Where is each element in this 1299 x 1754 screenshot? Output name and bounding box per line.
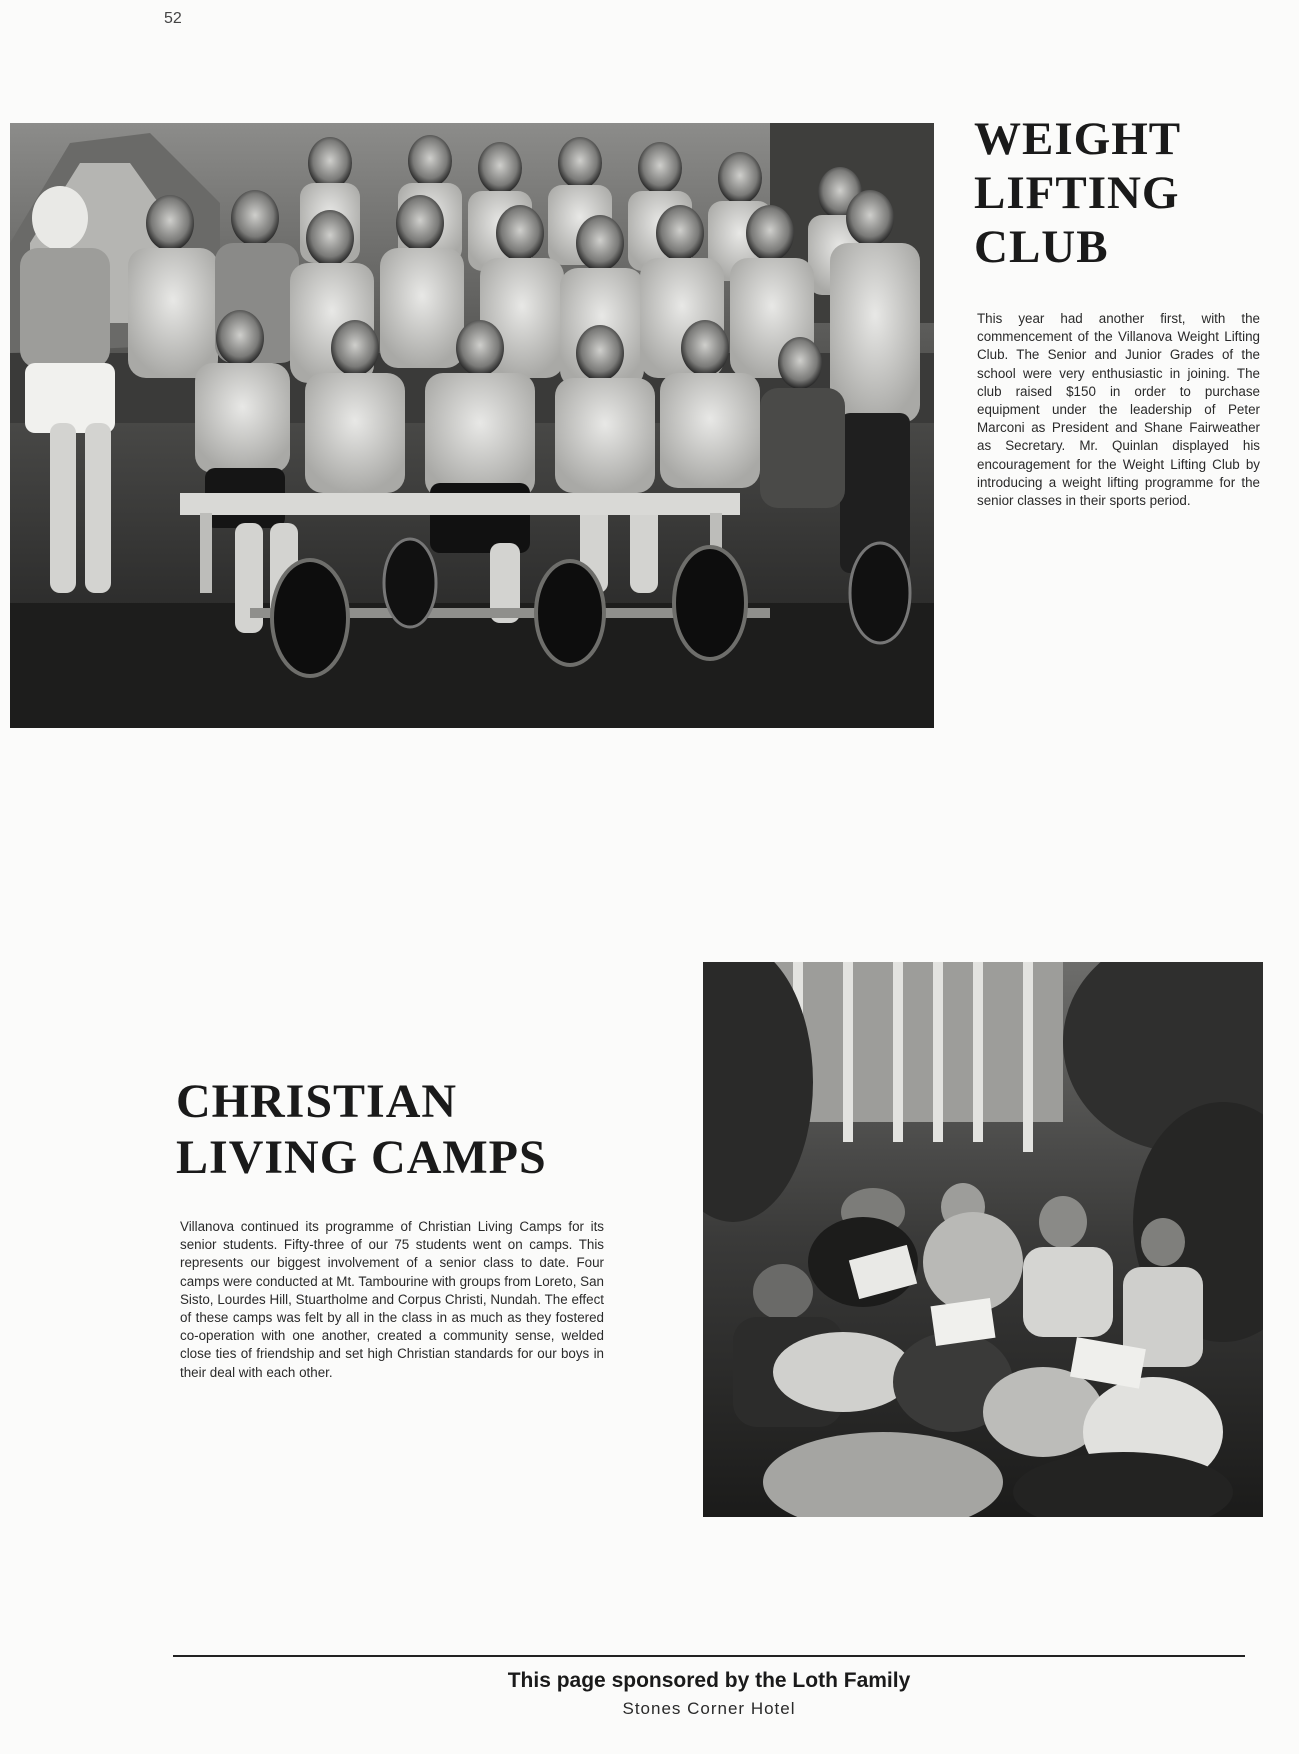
sponsor-line: This page sponsored by the Loth Family: [507, 1669, 911, 1692]
heading-line: LIFTING: [974, 167, 1180, 219]
christian-living-camps-heading: [176, 1074, 547, 1186]
weight-lifting-body: This year had another first, with the commencement of the Villanova Weight Lifting Club. The Senior and Junior Grades of the school were very enthusiastic in joining. The club raised $150 in order to purchase equipment under the leadership of Peter Marconi as President and Shane Fairweather as Secretary. Mr. Quinlan displayed his encouragement for the Weight Lifting Club by introducing a weight lifting programme for the senior classes in their sports period.: [977, 311, 1260, 509]
heading-line: CHRISTIAN: [176, 1075, 458, 1128]
page-number: 52: [164, 10, 182, 27]
heading-line: CLUB: [974, 221, 1109, 273]
weight-lifting-group-photo: [10, 123, 934, 728]
weight-lifting-heading: [974, 112, 1181, 274]
christian-living-camps-photo: [703, 962, 1263, 1517]
christian-living-camps-body: Villanova continued its programme of Christian Living Camps for its senior students. Fifty-three of our 75 students went on camps. This represents our biggest involvement of a senior class to date. Four camps were conducted at Mt. Tambourine with groups from Loreto, San Sisto, Lourdes Hill, Stuartholme and Corpus Christi, Nundah. The effect of these camps was felt by all in the class in as much as they fostered co-operation with one another, created a community sense, welded close ties of friendship and set high Christian standards for our boys in their deal with each other.: [180, 1219, 605, 1380]
footer-divider: [173, 1655, 1245, 1657]
sponsor-subline: Stones Corner Hotel: [622, 1699, 796, 1718]
heading-line: LIVING CAMPS: [176, 1131, 547, 1184]
heading-line: WEIGHT: [974, 113, 1182, 165]
